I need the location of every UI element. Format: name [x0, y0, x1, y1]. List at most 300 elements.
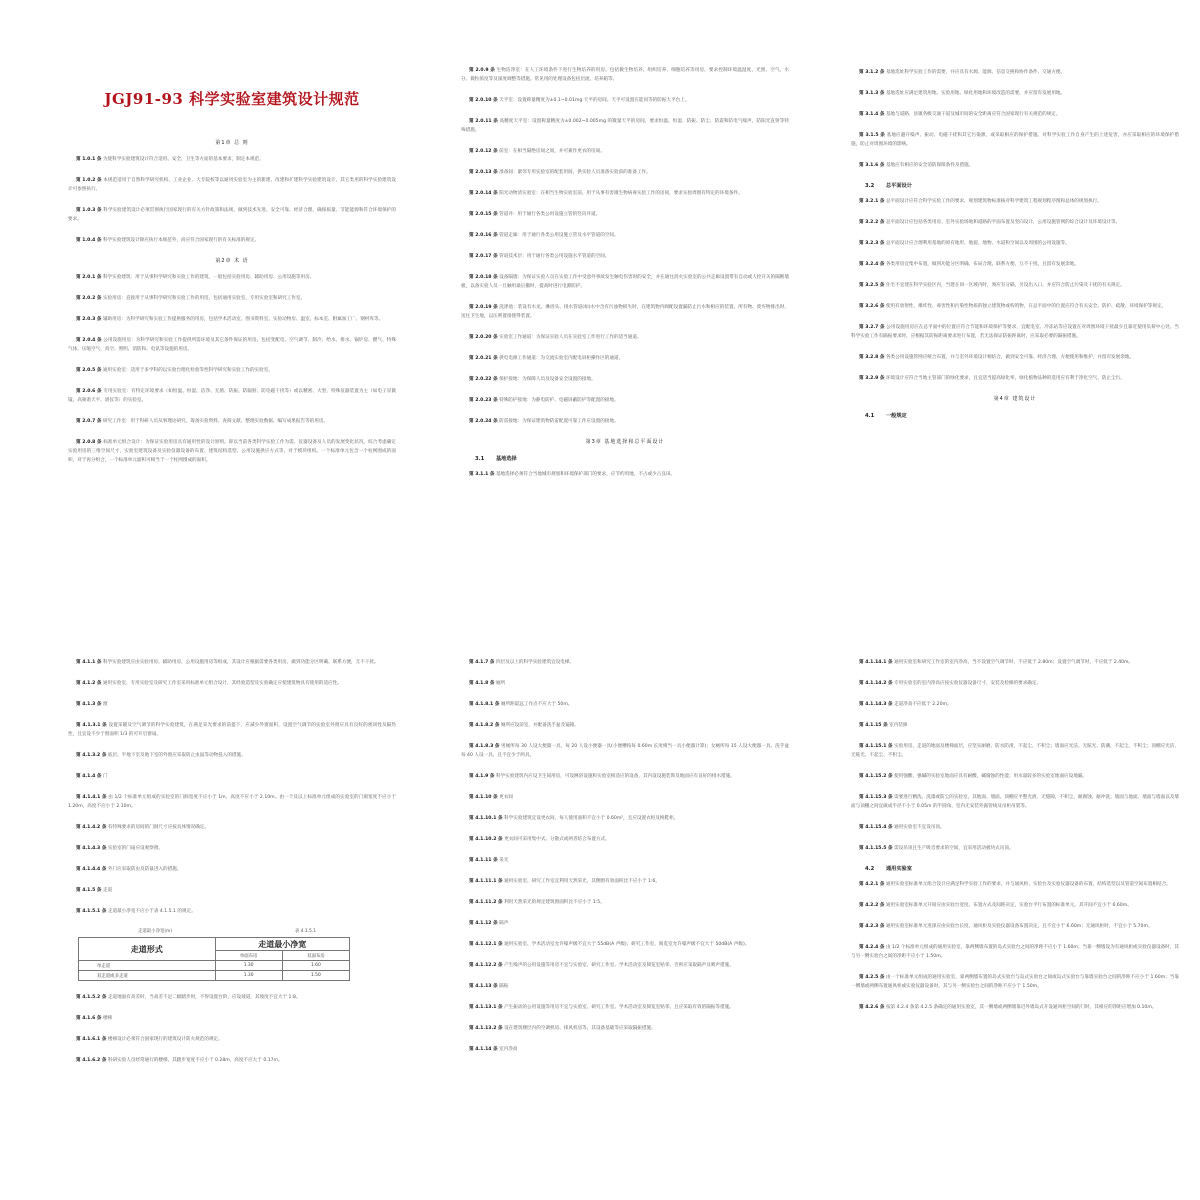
- clause-paragraph: [851, 161, 1179, 170]
- clause-number: 第 4.1.8.3 条: [469, 744, 500, 749]
- clause-paragraph: [461, 1045, 789, 1054]
- clause-text: 设置采暖及空气调节的科学实验建筑，在满足采光要求的前提下，应减少外窗面积，设置空气调节的实验室外窗应具有良好的密闭性及隔热性，且宜设不少于窗面积 1/3 的可开启窗扇。: [68, 723, 396, 737]
- clause-text: 由 1/2 个标准单元组成的实验室的门洞宽度不应小于 1m，高度不应小于 2.10m。由一个及以上标准单元组成的实验室的门洞宽度不应小于 1.20m，高度不应小于 2.10m。: [68, 795, 396, 809]
- clause-text: 通用实验室和研究工作室的室内净高，当不设置空气调节时，不应低于 2.80m；设置空气调节时，不应低于 2.40m。: [894, 660, 1134, 665]
- clause-text: 四层及以上的科学实验建筑宜设电梯。: [495, 660, 575, 665]
- chapter-heading: 第2章 术 语: [215, 258, 249, 264]
- table-header-form: 走道形式: [79, 938, 216, 961]
- corridor-width-table: [78, 937, 350, 981]
- clause-text: 通用实验室不宜设吊顶。: [894, 825, 945, 830]
- table-subheader: 双面布房: [282, 951, 349, 961]
- clause-number: 第 4.1.3 条: [76, 702, 102, 707]
- clause-number: 第 4.1.6.2 条: [76, 1058, 107, 1063]
- clause-number: 第 4.1.6.1 条: [76, 1037, 107, 1042]
- clause-number: 第 2.0.16 条: [469, 233, 498, 238]
- clause-paragraph: [851, 793, 1179, 811]
- clause-paragraph: [68, 700, 396, 709]
- clause-number: 第 4.2.2 条: [859, 903, 885, 908]
- clause-text: 管道井：用于通行各类公用设施立管的竖向井道。: [499, 212, 601, 217]
- document-page-3: [845, 62, 1185, 582]
- clause-paragraph: [68, 993, 396, 1002]
- clause-number: 第 4.2.1 条: [859, 882, 885, 887]
- clause-text: 室内净高: [499, 1047, 518, 1052]
- table-cell-form: 双走道或多走道: [79, 971, 216, 981]
- clause-number: 第 1.0.2 条: [76, 178, 102, 183]
- clause-number: 第 3.1.4 条: [859, 112, 885, 117]
- clause-paragraph: [68, 823, 396, 832]
- clause-text: 基地应避开噪声、振动、电磁干扰和其它污染源，或采取相应的保护措施。对科学实验工作自身产生的上述危害，亦应采取相应的环境保护措施，防止对周围环境的影响。: [851, 133, 1179, 147]
- clause-text: 产生噪声的公用设施等用房不宜与实验室、研究工作室、学术活动室及阅览室贴邻，否则应采取隔声及吸声措施。: [504, 963, 734, 968]
- clause-paragraph: [461, 333, 789, 342]
- clause-paragraph: [461, 210, 789, 219]
- clause-number: 第 4.1.1 条: [76, 660, 102, 665]
- clause-text: 专用实验室：有特定环境要求（如恒温、恒湿、洁净、无菌、防振、防辐射、防电磁干扰等）或以精密、大型、特殊仪器装置为主（如电子显微镜、高频谱天平、谱仪等）的实验室。: [68, 389, 396, 403]
- clause-paragraph: [851, 943, 1179, 961]
- clause-paragraph: [851, 721, 1179, 730]
- section-heading: 3.1 基地选择: [475, 456, 517, 462]
- clause-number: 第 4.1.10.1 条: [469, 816, 503, 821]
- document-page-4: [62, 652, 402, 1172]
- clause-paragraph: [851, 880, 1179, 889]
- clause-number: 第 3.1.5 条: [859, 133, 885, 138]
- clause-number: 第 4.1.10.2 条: [469, 837, 503, 842]
- document-page-2: [455, 60, 795, 580]
- clause-paragraph: [461, 679, 789, 688]
- clause-paragraph: [461, 168, 789, 177]
- section-heading: 3.2 总平面设计: [865, 183, 912, 189]
- clause-text: 使用有放射性、爆炸性、毒害性和污染性物质的独立建筑物或构筑物，在总平面中的位置应符合有关安全、防护、疏散、环境保护等规定。: [885, 304, 1167, 309]
- clause-text: 男厕所每 30 人设大便器一具，每 20 人设小便器一具(小便槽按每 0.60m 长度相当一具小便器计算)；女厕所每 15 人设大便器一具。洗手盆每 40 人设一具，且不宜少于两具。: [461, 744, 789, 758]
- clause-text: 专用实验室的室内净高应按实验仪器设备尺寸、安装及检修的要求确定。: [894, 681, 1042, 686]
- clause-text: 基地选址科学实验工作的需要，并应具有水源、能源、信息交换和协作条件、交通方便。: [885, 70, 1066, 75]
- clause-paragraph: [851, 131, 1179, 149]
- clause-number: 第 4.1.2 条: [76, 681, 102, 686]
- clause-text: 隔声: [499, 921, 509, 926]
- clause-number: 第 4.1.12 条: [469, 921, 498, 926]
- clause-text: 标准单元组合设计：为保证实验用房具有通用性的设计原则。即以当前各类科学实验工作为需、仪器设备及人员的发展变化状况，综合考虑确定实验用房的三维空间尺寸，实验室建筑设备及实验仪器设备的布置、建筑结构选型、公用设施供应方式等，对于模块组织。一个标准单元包含一个柱网围成的面积，对于再分组合，一个标准单元面积可相当于一个柱网围成的面积。: [68, 440, 396, 463]
- clause-number: 第 2.0.19 条: [469, 305, 498, 310]
- clause-text: 科学实验建筑设计除应执行本规范外，尚应符合国家现行的有关标准的规定。: [102, 238, 260, 243]
- clause-number: 第 2.0.18 条: [469, 275, 498, 280]
- clause-paragraph: [851, 700, 1179, 709]
- clause-text: 实验室的门扇应设观察窗。: [107, 846, 164, 851]
- clause-text: 辅助用房：为科学研究和实验工作提供服务的用房，包括学术活动室、图书资料室、实验动物房、温室、标本室、附属加工厂、钢材库等。: [102, 317, 384, 322]
- table-cell-value: 1.60: [282, 961, 349, 971]
- clause-text: 实验用房：直接用于从事科学研究和实验工作的用房，包括通用实验室、专用实验室和研究工作室。: [102, 296, 306, 301]
- clause-number: 第 4.1.9 条: [469, 774, 495, 779]
- clause-paragraph: [851, 353, 1179, 362]
- clause-number: 第 4.1.5 条: [76, 888, 102, 893]
- clause-text: 科研实验人员经常通行的楼梯，其踏步宽度不应小于 0.28m，高度不应大于 0.17m。: [107, 1058, 283, 1063]
- clause-paragraph: [461, 1003, 789, 1012]
- clause-text: 通用实验室、研究工作室宜利用天然采光，其侧窗有效面积比不应小于 1:6。: [504, 879, 660, 884]
- clause-paragraph: [461, 982, 789, 991]
- clause-number: 第 2.0.14 条: [469, 191, 498, 196]
- clause-text: 走道: [102, 888, 113, 893]
- clause-text: 总平面设计应合理利用基地的原有地形、地貌、地物、水道和空间以及周围的公用设施等。: [885, 241, 1070, 246]
- clause-text: 门: [102, 774, 108, 779]
- clause-number: 第 3.1.2 条: [859, 70, 885, 75]
- clause-text: 隔振: [499, 984, 509, 989]
- clause-paragraph: [461, 375, 789, 384]
- clause-text: 通用实验室标准单元进深应由实验台长度、通风柜及实验仪器设备布置决定，且不宜小于 6.60m；无通风柜时，不宜小于 5.70m。: [885, 924, 1153, 929]
- clause-number: 第 2.0.13 条: [469, 170, 498, 175]
- clause-number: 第 4.1.11.1 条: [469, 879, 503, 884]
- clause-paragraph: [461, 252, 789, 261]
- clause-number: 第 2.0.12 条: [469, 149, 498, 154]
- document-page-1: [62, 66, 402, 586]
- clause-number: 第 2.0.2 条: [76, 296, 102, 301]
- clause-text: 产生振动的公用设施等用房不宜与实验室、研究工作室、学术活动室及阅览室贴邻，且应采取有效的隔振等措施。: [504, 1005, 734, 1010]
- clause-paragraph: [68, 1056, 396, 1065]
- clause-text: 本规范适用于自然科学研究机构、工业企业、大专院校等以通用实验室为主的新建、改建和扩建科学实验建筑设计，其它类用的科学实验建筑设计可参照执行。: [68, 178, 396, 192]
- clause-text: 需要进行精洗、洗漆或防尘的实验室，其地面、墙面、顶棚应平整光滑，无缝隙，不积尘、耐腐蚀、耐冲洗；墙面与地面、墙面与墙面以及墙面与顶棚之间宜做成半径不小于 0.05m 的半圆角，室内无安装外露管线及吊柜吊架等。: [851, 795, 1179, 809]
- clause-number: 第 3.2.5 条: [859, 283, 885, 288]
- clause-text: 基地应有相应的安全消防保障条件及措施。: [885, 163, 974, 168]
- clause-number: 第 3.2.9 条: [859, 376, 885, 381]
- clause-number: 第 4.1.4.2 条: [76, 825, 107, 830]
- clause-number: 第 4.1.4.3 条: [76, 846, 107, 851]
- table-cell-value: 1.50: [282, 971, 349, 981]
- document-title: JGJ91-93 科学实验室建筑设计规范: [104, 90, 360, 108]
- clause-paragraph: [68, 438, 396, 465]
- clause-number: 第 4.2.4 条: [859, 945, 885, 950]
- clause-paragraph: [851, 281, 1179, 290]
- clause-number: 第 2.0.17 条: [469, 254, 498, 259]
- clause-text: 各类用房宜集中布置，做到功能分区明确、布局合理、联系方便、互不干扰，且留有发展余地。: [885, 262, 1079, 267]
- clause-paragraph: [461, 793, 789, 802]
- clause-number: 第 2.0.1 条: [76, 275, 102, 280]
- clause-text: 管道走廊：用于通行各类公用设施立管及水平管道的空间。: [499, 233, 619, 238]
- clause-text: 更衣间: [499, 795, 513, 800]
- clause-paragraph: [68, 721, 396, 739]
- clause-text: 实验室工作通道：为保证实验人员在实验室工作进行工作的适当通道。: [499, 335, 642, 340]
- clause-paragraph: [851, 218, 1179, 227]
- clause-paragraph: [461, 303, 789, 321]
- clause-text: 基地与道路、县镇各级交通干道及城市间的安全距离应符合国家现行有关规范的规定。: [885, 112, 1061, 117]
- clause-number: 第 4.2.5 条: [859, 975, 885, 980]
- clause-text: 有特殊要求的房间的门洞尺寸应按具体情况确定。: [107, 825, 209, 830]
- clause-text: 公用设施用房：为科学研究和实验工作提供所需环境及其它条件保证的用房，包括变配电、空气调节、制冷、给水、排水、锅炉房、燃气、特殊气体、压缩空气、真空、照明、消防和、电讯等设施的用房。: [68, 338, 396, 352]
- document-page-6: [845, 652, 1185, 1172]
- table-caption: [68, 928, 396, 934]
- clause-number: 第 3.1.6 条: [859, 163, 885, 168]
- clause-paragraph: [68, 417, 396, 426]
- clause-text: 通用实验室：适用于多学科的以实验台理化检验等性科学研究和实验工作的实验室。: [102, 368, 273, 373]
- clause-paragraph: [68, 751, 396, 760]
- clause-text: 住宅不宜建在科学实验区内，当建在同一区域内时，须应有分隔，另设出入口，并应符合防止污染及干扰的有关规定。: [885, 283, 1125, 288]
- clause-text: 室内装修: [889, 723, 908, 728]
- clause-text: 通用实验室标准单元开间应由实验台宽度、布置方式及间距决定，实验台平行布置的标准单元，其开间不宜小于 6.60m。: [885, 903, 1132, 908]
- clause-number: 第 4.1.14.3 条: [859, 702, 893, 707]
- clause-paragraph: [461, 66, 789, 84]
- clause-number: 第 4.1.10 条: [469, 795, 498, 800]
- table-subheader: 单面布房: [215, 951, 282, 961]
- clause-text: 天平室：设置称量精度为±0.1~0.01mg 天平的房间。天平可设置在能同等的防振大平台上。: [499, 98, 690, 103]
- clause-number: 第 4.1.8.1 条: [469, 702, 500, 707]
- clause-number: 第 1.0.1 条: [76, 157, 102, 162]
- clause-number: 第 4.1.14.2 条: [859, 681, 893, 686]
- clause-number: 第 1.0.3 条: [76, 208, 102, 213]
- clause-text: 保护接地：为保障人员及设备安全设置的接地。: [499, 377, 596, 382]
- clause-text: 防雷接地：为保证建筑物防雷配置可靠工作应设置的接地。: [499, 419, 619, 424]
- document-page-5: [455, 652, 795, 1172]
- clause-text: 设备隔墙：为保证实验人员在实验工作中受意外事故发生触电伤害时的安全，并在通往消火实验室的公共走廊设置带有自动或人控开关的隔断墙板，以备实验人员一旦触用桑后撤时，提高时进行电源防护。: [461, 275, 789, 289]
- clause-number: 第 2.0.3 条: [76, 317, 102, 322]
- clause-number: 第 2.0.6 条: [76, 389, 102, 394]
- clause-paragraph: [68, 772, 396, 781]
- clause-text: 管道技术层：用于通行各类公用设施水平管道的空间。: [499, 254, 610, 259]
- clause-text: 采光: [499, 858, 509, 863]
- clause-number: 第 2.0.22 条: [469, 377, 498, 382]
- clause-paragraph: [68, 886, 396, 895]
- clause-paragraph: [851, 260, 1179, 269]
- clause-number: 第 4.1.13.2 条: [469, 1026, 503, 1031]
- table-cell-value: 1.30: [215, 971, 282, 981]
- clause-paragraph: [851, 239, 1179, 248]
- clause-number: 第 4.1.15.1 条: [859, 744, 893, 749]
- clause-number: 第 4.2.6 条: [859, 1005, 885, 1010]
- clause-text: 通用实验室标准单元组合设计应满足科学实验工作的要求，并与通风柜、实验台及实验仪器设备的布置，结构选型以及管道空间布置相结合。: [885, 882, 1171, 887]
- clause-paragraph: [461, 354, 789, 363]
- clause-text: 公用设施用房应在总平面中的位置应符合节能和环境保护等要求，宜配电室、冷冻站等应设置在对周围环境干扰最少且靠近使用负荷中心处。当科学实验工作有隔振要求时，应根据其防振距离要求进行布置，若无法保证防振距离时，应采取必要的隔振措施。: [851, 325, 1179, 339]
- table-cell-form: 单走道: [79, 961, 216, 971]
- clause-text: 科学实验建筑设计必须贯彻执行国家现行的有关方针政策和法规，做到技术先进、安全可靠、经济合理、确保质量、节能能源和符合环境保护的要求。: [68, 208, 396, 222]
- clause-paragraph: [461, 417, 789, 426]
- clause-text: 洗涤池：装设有水龙、淋浴头、排水管道(如)水中含有污浊物损失时，在建筑物内阀配设置漏防止污水和相应的装置、所有物、废弃物排出时，送往卫生地，以压则置排使得装置。: [461, 305, 789, 319]
- clause-text: 由 1/2 个标准单元组成的通用实验室，靠两侧墙布置的岛式实验台之间的净距不应小于 1.60m；当靠一侧墙设为有通风柜或实验仪器设备时，其与另一侧实验台之间的净距不应小于 1.50m。: [851, 945, 1180, 959]
- chapter-heading: 第4章 建筑设计: [993, 396, 1037, 402]
- clause-text: 科学实验建筑：用于从事科学研究和实验工作的建筑，一般包括实验用房、辅助用房、公用设施等用房。: [102, 275, 315, 280]
- clause-number: 第 4.1.7 条: [469, 660, 495, 665]
- clause-paragraph: [461, 396, 789, 405]
- clause-text: 基地选址应满足建筑用地、实验用地、绿化用地和环境改造的需要，并应留有发展用地。: [885, 91, 1066, 96]
- chapter-heading: 第1章 总 则: [215, 140, 249, 146]
- clause-number: 第 4.1.5.2 条: [76, 995, 107, 1000]
- clause-paragraph: [461, 117, 789, 135]
- clause-text: 科学实验建筑宜设更衣间，每人使用面积不宜小于 0.60m²，且应设置衣柜及换鞋柜。: [504, 816, 679, 821]
- clause-number: 第 4.2.3 条: [859, 924, 885, 929]
- clause-number: 第 2.0.5 条: [76, 368, 102, 373]
- clause-number: 第 2.0.20 条: [469, 335, 498, 340]
- clause-text: 高精度天平室：设置称量精度为±0.002~0.005mg 的微量天平的房间，要求恒温、恒湿、防振、防尘、防震和防电气噪声，防阳光直射等特殊措施。: [461, 119, 789, 133]
- clause-text: 走道净高不应低于 2.20m。: [894, 702, 952, 707]
- table-caption-title: 走道最小净宽(m): [138, 929, 173, 934]
- clause-number: 第 2.0.9 条: [469, 68, 495, 73]
- clause-number: 第 3.1.1 条: [469, 472, 495, 477]
- section-heading: 4.2 通用实验室: [865, 866, 912, 872]
- clause-paragraph: [461, 147, 789, 156]
- clause-number: 第 2.0.7 条: [76, 419, 102, 424]
- clause-paragraph: [461, 1024, 789, 1033]
- clause-text: 前室：在相当隔绝房间之间，并可兼作更衣的房间。: [499, 149, 605, 154]
- clause-number: 第 4.1.15.4 条: [859, 825, 893, 830]
- clause-text: 阳光动物清实验室：在相当生物实验室前，用于从事有害微生物病毒实验工作的房间，要求实验周围有特定的环境条件。: [499, 191, 743, 196]
- clause-number: 第 4.1.14.1 条: [859, 660, 893, 665]
- clause-paragraph: [68, 336, 396, 354]
- clause-paragraph: [461, 814, 789, 823]
- clause-paragraph: [851, 323, 1179, 341]
- table-cell-value: 1.30: [215, 961, 282, 971]
- clause-number: 第 4.1.14 条: [469, 1047, 498, 1052]
- clause-paragraph: [851, 89, 1179, 98]
- clause-paragraph: [68, 844, 396, 853]
- clause-paragraph: [851, 823, 1179, 832]
- clause-text: 供电电源工作通道：为交流实验室内配电屏柜操作区的通道。: [499, 356, 624, 361]
- clause-paragraph: [68, 658, 396, 667]
- clause-paragraph: [68, 236, 396, 245]
- clause-text: 准备间：紧邻专用实验室的配套用间，供实验人员准备实验前的准备工作。: [499, 170, 651, 175]
- clause-paragraph: [461, 189, 789, 198]
- clause-text: 为使科学实验建筑设计符合适用、安全、卫生等方面的基本要求，制定本规范。: [102, 157, 264, 162]
- clause-paragraph: [461, 877, 789, 886]
- clause-paragraph: [68, 176, 396, 194]
- clause-number: 第 2.0.21 条: [469, 356, 498, 361]
- clause-number: 第 4.1.13 条: [469, 984, 498, 989]
- clause-text: 按第 4.2.4 条第 4.2.5 条确定的通用实验室，其一侧墙或两侧墙靠近外墙岛式开设通风柜空间的门时，其相应的净距应增加 0.10m。: [885, 1005, 1157, 1010]
- clause-text: 更衣间可采用集中式、分散式或两者结合布置方式。: [504, 837, 610, 842]
- clause-paragraph: [68, 793, 396, 811]
- clause-text: 基地选择必须符合当地城市规划和环境保护部门的要求，应节约用地，不占或少占良田。: [495, 472, 676, 477]
- clause-text: 外门应采取防虫及防鼠进入的措施。: [107, 867, 182, 872]
- clause-paragraph: [851, 68, 1179, 77]
- clause-number: 第 4.1.11.2 条: [469, 900, 503, 905]
- clause-paragraph: [68, 366, 396, 375]
- clause-number: 第 3.2.4 条: [859, 262, 885, 267]
- clause-text: 楼梯: [102, 1016, 113, 1021]
- clause-number: 第 1.0.4 条: [76, 238, 102, 243]
- clause-number: 第 2.0.23 条: [469, 398, 498, 403]
- clause-text: 总平面设计应符合科学实验工作的要求，规划建筑物标准核对科学建筑工程规划程序图和总体的规划执行。: [885, 199, 1102, 204]
- clause-number: 第 4.1.4 条: [76, 774, 102, 779]
- clause-number: 第 2.0.11 条: [469, 119, 498, 124]
- clause-paragraph: [68, 1014, 396, 1023]
- clause-paragraph: [68, 387, 396, 405]
- clause-paragraph: [461, 940, 789, 949]
- clause-text: 实验用房、走道的地面及楼梯面层，应坚实耐磨、防水防滑、不起尘、不积尘；墙面应光洁、无眩光、防潮、不起尘、不积尘；顶棚应光洁、无眩光、不起尘、不积尘。: [851, 744, 1179, 758]
- clause-paragraph: [851, 901, 1179, 910]
- clause-number: 第 4.1.3.2 条: [76, 753, 107, 758]
- clause-number: 第 4.1.4.4 条: [76, 867, 107, 872]
- clause-paragraph: [461, 856, 789, 865]
- clause-number: 第 4.1.11 条: [469, 858, 498, 863]
- clause-number: 第 4.1.15.5 条: [859, 846, 893, 851]
- clause-paragraph: [68, 206, 396, 224]
- clause-number: 第 4.1.15.3 条: [859, 795, 893, 800]
- clause-number: 第 4.1.15 条: [859, 723, 888, 728]
- clause-paragraph: [68, 1035, 396, 1044]
- clause-number: 第 2.0.24 条: [469, 419, 498, 424]
- clause-number: 第 4.1.12.1 条: [469, 942, 503, 947]
- clause-text: 各类公用设施管网应统合布置，并与室外环境设计相结合，做到安全可靠、经济合理、方便使用和维护，并留有发展余地。: [885, 355, 1135, 360]
- clause-number: 第 3.1.3 条: [859, 91, 885, 96]
- clause-number: 第 2.0.15 条: [469, 212, 498, 217]
- clause-text: 通用实验室、专用实验室及研究工作室采用标准单元组合设计，其经验造型及实验确定应使建筑物具有使用的适应性。: [102, 681, 342, 686]
- clause-number: 第 2.0.8 条: [76, 440, 102, 445]
- clause-paragraph: [851, 1003, 1179, 1012]
- clause-text: 环境设计应符合当地主管部门的绿化要求，且宜适当提高绿化率，绿化植物品种的选用应有利于净化空气、防止尘污。: [885, 376, 1125, 381]
- table-header-width: 走道最小净宽: [215, 938, 349, 951]
- clause-text: 使用强酸、强碱的实验室地面应具有耐酸、碱腐蚀的性能；用水量较多的实验室地面应设地漏。: [894, 774, 1088, 779]
- clause-paragraph: [851, 922, 1179, 931]
- clause-text: 科学实验建筑应由实验用房、辅助用房、公用设施用房等组成，其设计应根据需要各类用房，做到功能分区明确、联系方便，互不干扰。: [102, 660, 379, 665]
- clause-text: 走道地面有高差时，当高差不足二级踏步时，不得设置台阶，应设坡道，其坡度不宜大于 1:8。: [107, 995, 301, 1000]
- clause-paragraph: [461, 742, 789, 760]
- clause-number: 第 4.1.4.1 条: [76, 795, 107, 800]
- clause-number: 第 3.2.3 条: [859, 241, 885, 246]
- clause-number: 第 3.2.7 条: [859, 325, 885, 330]
- table-row: [79, 971, 350, 981]
- clause-paragraph: [851, 679, 1179, 688]
- clause-number: 第 4.1.6 条: [76, 1016, 102, 1021]
- clause-paragraph: [461, 96, 789, 105]
- clause-paragraph: [68, 155, 396, 164]
- clause-text: 通用实验室、学术活动室允许噪声级不宜大于 55dB(A 声级)；研究工作室、阅览室允许噪声级不宜大于 50dB(A 声级)。: [504, 942, 750, 947]
- clause-number: 第 4.1.8 条: [469, 681, 495, 686]
- clause-text: 厕所距最远工作点不应大于 50m。: [500, 702, 573, 707]
- clause-paragraph: [851, 658, 1179, 667]
- clause-paragraph: [461, 231, 789, 240]
- clause-text: 窗: [102, 702, 108, 707]
- clause-paragraph: [68, 273, 396, 282]
- clause-text: 设在建筑楼层内的空调机房、排风机房等，其设备基础等应采取隔振措施。: [504, 1026, 656, 1031]
- clause-number: 第 4.1.8.2 条: [469, 723, 500, 728]
- clause-text: 研究工作室：用于科研人员从事理论研究、筹备实验资料、查阅文献、整理实验数据、编写成果报告等的用房。: [102, 419, 329, 424]
- clause-number: 第 3.2.2 条: [859, 220, 885, 225]
- clause-text: 厕所: [495, 681, 506, 686]
- clause-number: 第 3.2.6 条: [859, 304, 885, 309]
- section-heading: 4.1 一般规定: [865, 413, 907, 419]
- clause-paragraph: [461, 721, 789, 730]
- clause-paragraph: [461, 470, 789, 479]
- clause-text: 需设吊顶且生产吸音要求的空间，宜采用活动板块式吊顶。: [894, 846, 1014, 851]
- clause-number: 第 4.1.5.1 条: [76, 909, 107, 914]
- clause-text: 楼梯设计必须符合国家现行的建筑设计防火规范的规定。: [107, 1037, 223, 1042]
- clause-paragraph: [851, 742, 1179, 760]
- clause-text: 生物洁净室：在人工环境条件下进行生物培养的用房。包括微生物培养、组织培养、细胞培养等用房。要求控制环境温湿度、光照、空气、水分、微粒浓度等及深度调整等措施。常见用的处理设备包括层流、培养箱等。: [461, 68, 789, 82]
- clause-text: 走道最小净宽不应小于表 4.1.5.1 的规定。: [107, 909, 196, 914]
- clause-number: 第 2.0.10 条: [469, 98, 498, 103]
- clause-paragraph: [461, 961, 789, 970]
- clause-paragraph: [68, 907, 396, 916]
- chapter-heading: 第3章 基地选择和总平面设计: [585, 439, 665, 445]
- clause-number: 第 3.2.1 条: [859, 199, 885, 204]
- clause-paragraph: [461, 273, 789, 291]
- clause-paragraph: [68, 679, 396, 688]
- clause-text: 底层、半地下室及地下室的外窗应采取防止虫鼠等动物侵入的措施。: [107, 753, 246, 758]
- clause-number: 第 4.1.15.2 条: [859, 774, 893, 779]
- clause-text: 总平面设计应包括各类用房、室外实验场地和道路的平面布置及竖向设计，公用设施管网的综合设计及环境设计等。: [885, 220, 1121, 225]
- clause-paragraph: [68, 865, 396, 874]
- clause-paragraph: [851, 844, 1179, 853]
- clause-paragraph: [461, 835, 789, 844]
- table-caption-number: 表 4.1.5.1: [294, 929, 316, 934]
- clause-number: 第 3.2.8 条: [859, 355, 885, 360]
- clause-paragraph: [851, 772, 1179, 781]
- clause-text: 科学实验建筑内应设卫生间用房，可设淋浴设施和实验室相适应的设备，其内设设施装饰及地面应有良好的排水措施。: [495, 774, 735, 779]
- clause-number: 第 4.1.3.1 条: [76, 723, 107, 728]
- table-row: [79, 961, 350, 971]
- clause-number: 第 2.0.4 条: [76, 338, 102, 343]
- clause-paragraph: [461, 919, 789, 928]
- clause-paragraph: [851, 302, 1179, 311]
- clause-paragraph: [851, 973, 1179, 991]
- clause-paragraph: [461, 700, 789, 709]
- clause-paragraph: [461, 898, 789, 907]
- clause-paragraph: [461, 658, 789, 667]
- clause-text: 由一个标准单元组成的通用实验室，靠两侧墙布置的岛式实验台与岛式实验台之间或岛式实验台与靠墙实验台之间的净距不应小于 1.60m；当靠一侧墙或两侧布置通风柜或实验仪器设备时，其与另一侧实验台之间的净距不应小于 1.50m。: [851, 975, 1179, 989]
- clause-paragraph: [851, 374, 1179, 383]
